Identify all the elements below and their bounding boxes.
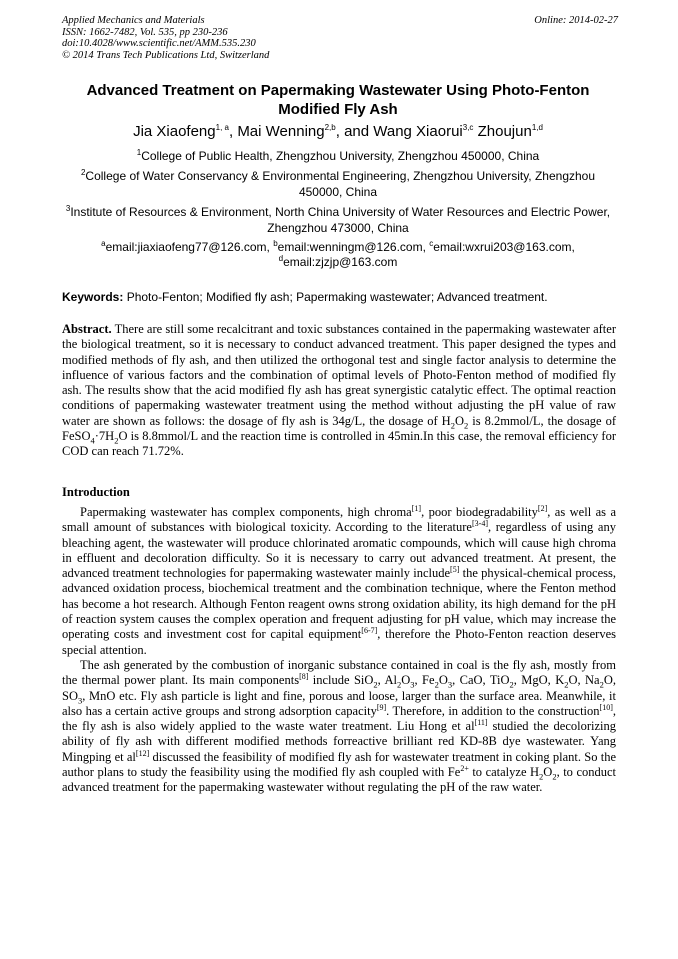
author-name: Jia Xiaofeng: [133, 123, 216, 140]
keywords: [62, 290, 618, 305]
journal-header: [62, 15, 618, 61]
email-b: email:wenningm@126.com,: [277, 240, 426, 254]
affiliation-3: $^3$Institute of Resources & Environment, North China University of Water Resources and Electric Power, Zhengzhou 473000, China: [65, 204, 611, 235]
keywords-label: Keywords:: [62, 290, 124, 304]
issn-line: ISSN: 1662-7482, Vol. 535, pp 230-236: [62, 26, 228, 38]
author-sup: 2,b: [324, 123, 336, 132]
section-heading-introduction: Introduction: [62, 485, 130, 499]
affiliation-2: $^2$College of Water Conservancy & Environmental Engineering, Zhengzhou University, Zhengzhou 450000, China: [80, 168, 596, 199]
paragraph: The ash generated by the combustion of inorganic substance contained in coal is the fly ash, mostly from the thermal power plant. Its main components[8] include SiO$_2$, $Al_2O_3$, $Fe_2O_3$, CaO, TiO$_2$, MgO, $K_2O$, $Na_2O$, $SO_3$, MnO etc. Fly ash particle is light and fine, porous and loose, larger than the surface area. Meanwhile, it also has a certain active groups and strong adsorption capacity[9]. Therefore, in addition to the construction[10], the fly ash is also widely applied to the waste water treatment. Liu Hong et al[11] studied the decolorizing ability of fly ash with different modified methods forreactive brilliant red KD-8B dye wastewater. Yang Mingping et al[12] discussed the feasibility of modified fly ash for wastewater treatment in coking plant. So the author plans to study the feasibility using the modified fly ash coupled with $Fe^{2+}$ to catalyze $H_2O_2$, to conduct advanced treatment for the papermaking wastewater without regulating the pH of the raw water.: [62, 657, 617, 795]
paper-title: Advanced Treatment on Papermaking Wastewater Using Photo-Fenton Modified Fly Ash: [86, 82, 590, 118]
doi-line: doi:10.4028/www.scientific.net/AMM.535.230: [62, 38, 256, 50]
author-sup: 1, a: [215, 123, 229, 132]
online-date: Online: 2014-02-27: [534, 15, 618, 26]
paragraph: Papermaking wastewater has complex components, high chroma[1], poor biodegradability[2], as well as a small amount of substances with biological toxicity. According to the literature[3-4], regardless of using any bleaching agent, the wastewater will produce chlorinated aromatic compounds, which will cause high chroma in effluent and decoloration difficulty. So it is necessary to carry out advanced treatment. At present, the advanced treatment technologies for papermaking wastewater mainly include[5] the physical-chemical process, advanced oxidation process, biochemical treatment and the combination technique, where the Fenton method has become a hot research. Although Fenton reagent owns strong oxidation ability, its high demand for the pH of reaction system causes the complex operation and frequent adjusting for pH value, which may increase the operating costs and investment cost for capital equipment[6-7], therefore the Photo-Fenton reaction deserves special attention.: [62, 503, 616, 657]
email-c: email:wxrui203@163.com,: [433, 240, 575, 254]
abstract: Abstract. There are still some recalcitrant and toxic substances contained in the papermaking wastewater after the biological treatment, so it is necessary to conduct advanced treatment. This paper designed the types and modified methods of fly ash, and then utilized the orthogonal test and single factor analysis to determine the influence of various factors and the combination of optimal levels of Photo-Fenton method of modified fly ash. The results show that the acid modified fly ash has great synergistic catalytic effect. The optimal reaction conditions of papermaking wastewater treatment using the method without adjusting the pH value of raw water are shown as follows: the dosage of fly ash is 34g/L, the dosage of $H_2O_2$ is 8.2mmol/L, the dosage of $FeSO_4\cdot 7H_2O$ is 8.8mmol/L and the reaction time is controlled in 45min.In this case, the removal efficiency for COD can reach 71.72%.: [62, 322, 617, 459]
keywords-text: Photo-Fenton; Modified fly ash; Papermaking wastewater; Advanced treatment.: [126, 290, 548, 304]
email-d: email:zjzjp@163.com: [283, 255, 398, 269]
affiliation-1: $^1$College of Public Health, Zhengzhou University, Zhengzhou 450000, China: [136, 148, 540, 163]
journal-name: Applied Mechanics and Materials: [62, 15, 205, 26]
author-sup: 1,d: [531, 123, 543, 132]
author-list: Jia Xiaofeng$^{1, a}$, Mai Wenning$^{2,b}$, and Wang Xiaorui$^{3,c}$ Zhoujun$^{1,d}$: [133, 123, 543, 140]
introduction-body: [62, 505, 616, 796]
author-sup: 3,c: [462, 123, 474, 132]
author-emails: $^a$email:jiaxiaofeng77@126.com, $^b$email:wenningm@126.com, $^c$email:wxrui203@163.com, $^d$email:zjzjp@163.com: [101, 239, 575, 269]
abstract-label: Abstract.: [62, 322, 112, 336]
author-name: and Wang Xiaorui: [344, 123, 463, 140]
copyright-line: © 2014 Trans Tech Publications Ltd, Switzerland: [62, 49, 270, 61]
author-name: Zhoujun: [477, 123, 532, 140]
email-a: email:jiaxiaofeng77@126.com,: [105, 240, 270, 254]
author-name: Mai Wenning: [237, 123, 325, 140]
